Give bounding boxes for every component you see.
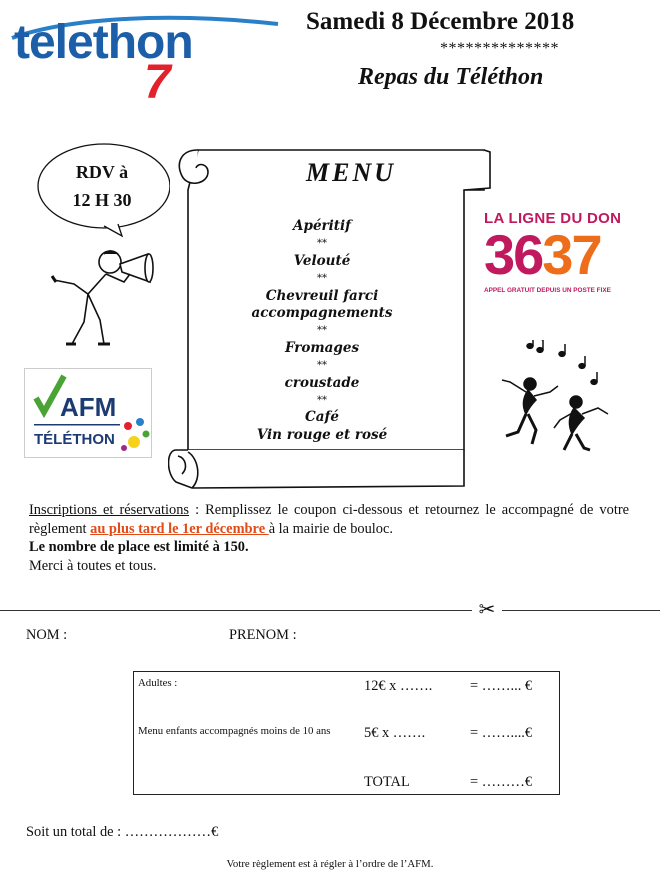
cut-line: [0, 610, 660, 611]
inscriptions-text: Remplissez le coupon ci-dessous et retournez le accompagné de votre règlement: [29, 502, 630, 537]
adults-price[interactable]: 12€ x …….: [364, 678, 433, 694]
inscriptions-label: [29, 502, 199, 518]
place-limit: Le nombre de place est limité à 150.: [29, 539, 249, 555]
menu-separator: **: [317, 325, 327, 337]
sum-total-field[interactable]: Soit un total de : ………………€: [26, 824, 219, 840]
coupon-table: [133, 671, 560, 795]
menu-separator: **: [317, 273, 327, 285]
afm-logo-text: AFM: [60, 392, 117, 422]
don-number-part2: 37: [542, 223, 601, 286]
menu-item: accompagnements: [251, 305, 393, 322]
inscriptions-paragraph: [29, 501, 629, 575]
rendezvous-text: [40, 158, 164, 214]
don-number: [484, 222, 601, 287]
menu-item: Apéritif: [293, 218, 351, 234]
rdv-time: 12 H 30: [72, 190, 132, 210]
menu-item: croustade: [284, 374, 360, 391]
payment-note: Votre règlement est à régler à l’ordre de l’AFM.: [226, 858, 434, 870]
adults-result[interactable]: = ……... €: [470, 678, 533, 694]
prenom-field[interactable]: PRENOM :: [229, 627, 297, 643]
deadline-text: au plus tard le 1er décembre: [90, 520, 269, 537]
menu-item: Vin rouge et rosé: [256, 426, 388, 443]
don-line-title: LA LIGNE DU DON: [484, 210, 622, 227]
don-subline: APPEL GRATUIT DEPUIS UN POSTE FIXE: [484, 287, 611, 294]
menu-item: Velouté: [293, 252, 351, 269]
scissors-icon: ✂: [472, 598, 502, 620]
inscriptions-label-colon: :: [189, 502, 200, 518]
menu-list: [222, 218, 422, 444]
afm-logo-subtext: TÉLÉTHON: [34, 431, 115, 448]
total-label: TOTAL: [364, 774, 410, 790]
thanks-text: Merci à toutes et tous.: [29, 557, 157, 574]
inscriptions-label-text: Inscriptions et réservations: [29, 502, 190, 518]
nom-field[interactable]: NOM :: [26, 627, 68, 643]
menu-separator: **: [317, 238, 327, 250]
children-price[interactable]: 5€ x …….: [364, 725, 426, 741]
menu-item: Café: [305, 409, 339, 426]
afm-telethon-logo: [24, 368, 152, 458]
megaphone-man-illustration: [44, 232, 164, 347]
stars-decoration: **************: [440, 40, 559, 57]
telethon-logo-text: telethon: [14, 16, 193, 69]
menu-item: Fromages: [284, 339, 360, 356]
event-title: Repas du Téléthon: [358, 64, 544, 90]
rdv-line: RDV à: [75, 162, 129, 182]
menu-item: Chevreuil farci: [265, 287, 379, 304]
telethon-logo: [8, 4, 300, 100]
mairie-text: à la mairie de bouloc.: [268, 520, 393, 537]
children-result[interactable]: = ……....€: [470, 725, 533, 741]
dancers-illustration: [490, 340, 620, 455]
children-label: Menu enfants accompagnés moins de 10 ans: [138, 725, 331, 737]
event-date: Samedi 8 Décembre 2018: [306, 8, 575, 35]
menu-title: MENU: [305, 158, 396, 187]
adults-label: Adultes :: [138, 677, 178, 689]
telethon-logo-number: 7: [144, 56, 171, 100]
don-number-part1: 36: [484, 223, 543, 286]
total-value[interactable]: = ………€: [470, 774, 533, 790]
menu-separator: **: [317, 395, 327, 407]
menu-separator: **: [317, 360, 327, 372]
